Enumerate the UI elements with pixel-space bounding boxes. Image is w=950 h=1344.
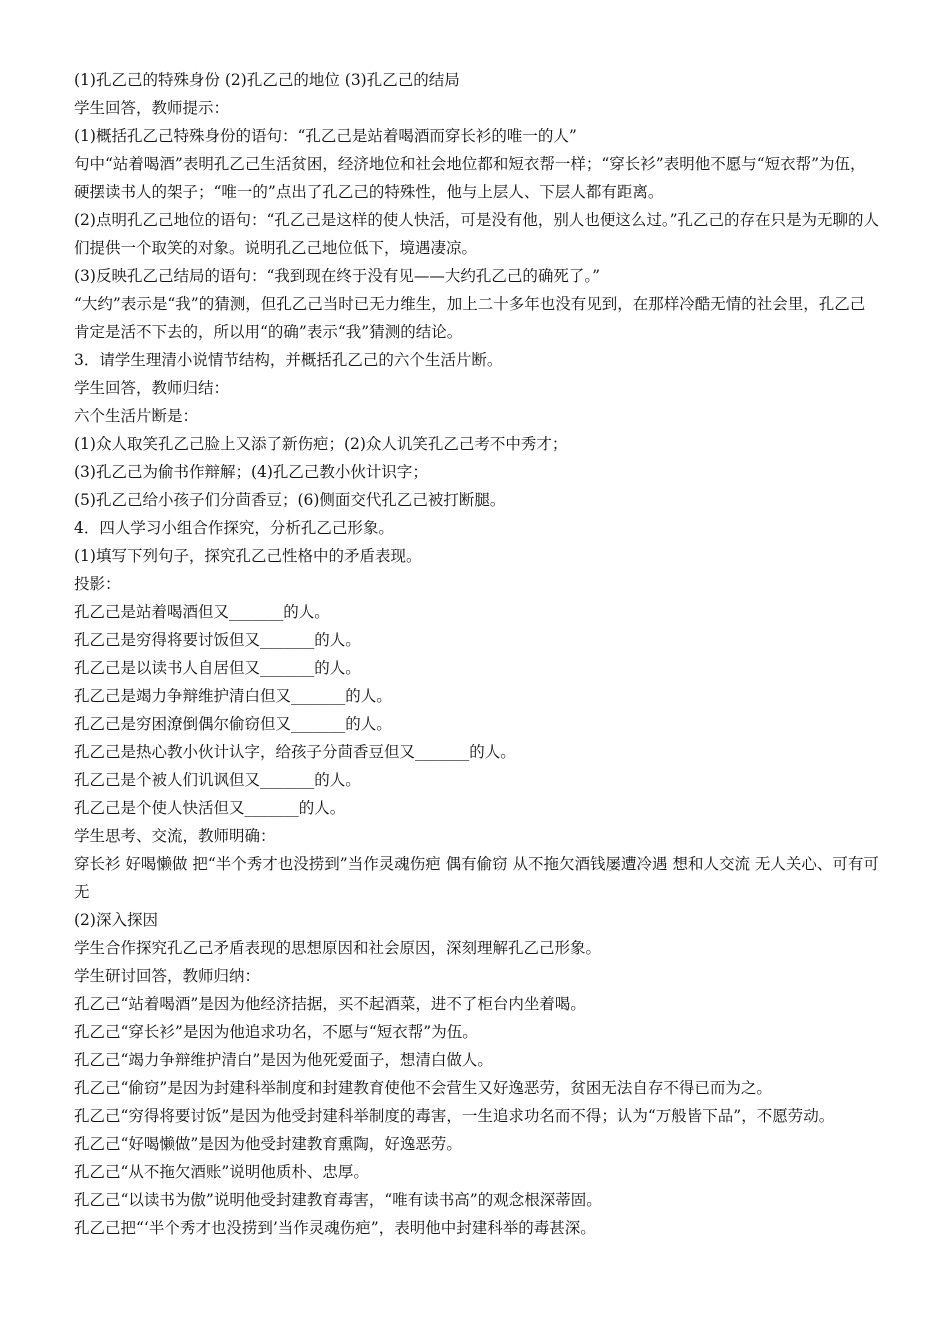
- text-line: 孔乙己是热心教小伙计认字，给孩子分茴香豆但又_______的人。: [74, 743, 516, 761]
- text-line: 4．四人学习小组合作探究，分析孔乙己形象。: [74, 519, 394, 537]
- text-line: (1)孔乙己的特殊身份 (2)孔乙己的地位 (3)孔乙己的结局: [74, 71, 460, 89]
- text-line: 学生合作探究孔乙己矛盾表现的思想原因和社会原因，深刻理解孔乙己形象。: [74, 939, 602, 957]
- text-line: (3)孔乙己为偷书作辩解；(4)孔乙己教小伙计识字；: [74, 463, 428, 481]
- text-line: 穿长衫 好喝懒做 把“半个秀才也没捞到”当作灵魂伤疤 偶有偷窃 从不拖欠酒钱屡遭冷遇 想和人交流 无人关心、可有可无: [74, 855, 879, 901]
- text-line: 孔乙己是竭力争辩维护清白但又_______的人。: [74, 687, 392, 705]
- text-line: 孔乙己把“‘半个秀才也没捞到’当作灵魂伤疤”，表明他中封建科举的毒甚深。: [74, 1219, 596, 1237]
- text-line: 孔乙己“好喝懒做”是因为他受封建教育熏陶，好逸恶劳。: [74, 1135, 462, 1153]
- text-line: 句中“站着喝酒”表明孔乙己生活贫困，经济地位和社会地位都和短衣帮一样；“穿长衫”表明他不愿与“短衣帮”为伍，硬摆读书人的架子；“唯一的”点出了孔乙己的特殊性，他与上层人、下层人都有距离。: [74, 155, 866, 201]
- text-line: (1)概括孔乙己特殊身份的语句：“孔乙己是站着喝酒而穿长衫的唯一的人”: [74, 127, 577, 145]
- text-line: 孔乙己是站着喝酒但又_______的人。: [74, 603, 330, 621]
- text-line: 学生研讨回答，教师归纳：: [74, 967, 261, 985]
- text-line: 孔乙己“竭力争辩维护清白”是因为他死爱面子，想清白做人。: [74, 1051, 493, 1069]
- text-line: (1)填写下列句子，探究孔乙己性格中的矛盾表现。: [74, 547, 422, 565]
- text-line: 孔乙己是以读书人自居但又_______的人。: [74, 659, 361, 677]
- text-line: 孔乙己“从不拖欠酒账”说明他质朴、忠厚。: [74, 1163, 369, 1181]
- text-line: 学生回答，教师提示：: [74, 99, 230, 117]
- text-line: 孔乙己“穿长衫”是因为他追求功名，不愿与“短衣帮”为伍。: [74, 1023, 478, 1041]
- text-line: 孔乙己是穷得将要讨饭但又_______的人。: [74, 631, 361, 649]
- text-line: 学生思考、交流，教师明确：: [74, 827, 276, 845]
- text-line: 孔乙己“穷得将要讨饭”是因为他受封建科举制度的毒害，一生追求功名而不得；认为“万般皆下品”，不愿劳动。: [74, 1107, 835, 1125]
- text-line: 孔乙己“以读书为傲”说明他受封建教育毒害，“唯有读书高”的观念根深蒂固。: [74, 1191, 602, 1209]
- text-line: 六个生活片断是：: [74, 407, 199, 425]
- text-line: (5)孔乙己给小孩子们分茴香豆；(6)侧面交代孔乙己被打断腿。: [74, 491, 506, 509]
- text-line: 学生回答，教师归结：: [74, 379, 230, 397]
- text-line: 孔乙己“站着喝酒”是因为他经济拮据，买不起酒菜，进不了柜台内坐着喝。: [74, 995, 586, 1013]
- text-line: 孔乙己是个使人快活但又_______的人。: [74, 799, 346, 817]
- text-line: (3)反映孔乙己结局的语句：“我到现在终于没有见——大约孔乙己的确死了。”: [74, 267, 601, 285]
- text-line: 孔乙己“偷窃”是因为封建科举制度和封建教育使他不会营生又好逸恶劳，贫困无法自存不得已而为之。: [74, 1079, 772, 1097]
- text-line: (2)点明孔乙己地位的语句：“孔乙己是这样的使人快活，可是没有他，别人也便这么过。”孔乙己的存在只是为无聊的人们提供一个取笑的对象。说明孔乙己地位低下，境遇凄凉。: [74, 211, 880, 257]
- text-line: 孔乙己是穷困潦倒偶尔偷窃但又_______的人。: [74, 715, 392, 733]
- document-page: [74, 66, 880, 1242]
- text-line: 3．请学生理清小说情节结构，并概括孔乙己的六个生活片断。: [74, 351, 503, 369]
- text-line: 孔乙己是个被人们讥讽但又_______的人。: [74, 771, 361, 789]
- text-line: 投影：: [74, 575, 121, 593]
- text-line: (2)深入探因: [74, 911, 158, 929]
- text-line: “大约”表示是“我”的猜测，但孔乙己当时已无力维生，加上二十多年也没有见到，在那样冷酷无情的社会里，孔乙己肯定是活不下去的，所以用“的确”表示“我”猜测的结论。: [74, 295, 866, 341]
- text-line: (1)众人取笑孔乙己脸上又添了新伤疤；(2)众人讥笑孔乙己考不中秀才；: [74, 435, 568, 453]
